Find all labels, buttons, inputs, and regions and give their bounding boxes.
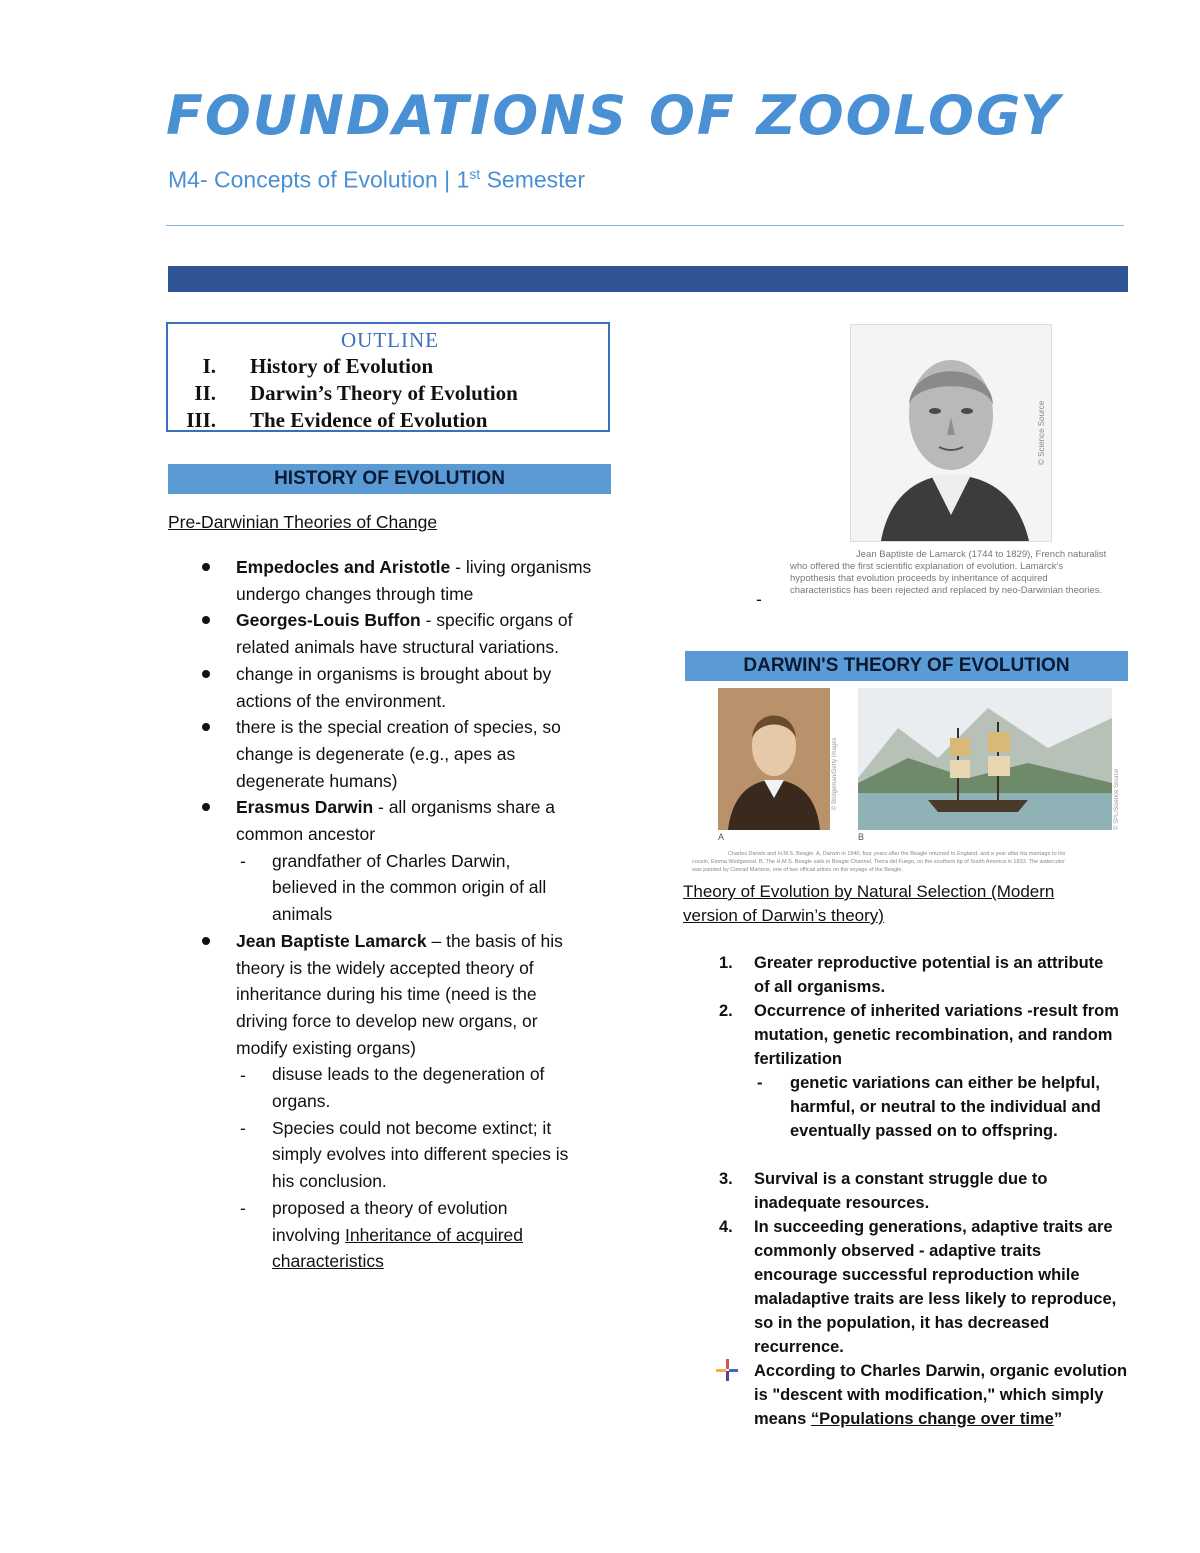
outline-item-number: III. bbox=[186, 408, 216, 432]
lamarck-caption bbox=[790, 549, 1110, 597]
sub-item-text: harmful, or neutral to the individual and bbox=[790, 1098, 1101, 1116]
bullet-text: degenerate humans) bbox=[236, 770, 398, 791]
bullet-text: theory is the widely accepted theory of bbox=[236, 957, 534, 978]
bullet-icon bbox=[202, 723, 210, 731]
sub-item: genetic variations can either be helpful, bbox=[790, 1074, 1100, 1092]
bullet-icon bbox=[202, 616, 210, 624]
outline-item-number: II. bbox=[194, 381, 216, 405]
outline-title: OUTLINE bbox=[341, 328, 439, 352]
sub-item-text: animals bbox=[272, 904, 333, 925]
bullet-text: actions of the environment. bbox=[236, 690, 447, 711]
darwin-credit-a: © Bridgeman/Getty Images bbox=[832, 737, 838, 810]
natural-selection-subheading bbox=[683, 880, 1054, 928]
list-item-text-plain: means bbox=[754, 1410, 811, 1428]
figure-label-b: B bbox=[858, 832, 865, 842]
list-number: 3. bbox=[719, 1170, 733, 1188]
outline-item-label: Darwin’s Theory of Evolution bbox=[250, 381, 518, 405]
bullet-text: – the basis of his bbox=[426, 930, 563, 951]
outline-item-number: I. bbox=[202, 354, 216, 378]
dash-icon: - bbox=[240, 851, 246, 871]
list-item-text: commonly observed - adaptive traits bbox=[754, 1242, 1042, 1260]
dash-icon: - bbox=[240, 1118, 246, 1138]
subheading-line: Theory of Evolution by Natural Selection (Modern bbox=[683, 882, 1055, 901]
bullet-text: inheritance during his time (need is the bbox=[236, 984, 537, 1005]
list-number: 1. bbox=[719, 954, 733, 972]
header-band bbox=[168, 266, 1128, 292]
list-item bbox=[236, 554, 626, 581]
acquired-characteristics-term: Inheritance of acquired bbox=[344, 1224, 524, 1245]
list-number: 2. bbox=[719, 1002, 733, 1020]
list-item-text: mutation, genetic recombination, and random bbox=[754, 1026, 1113, 1044]
subtitle-suffix: Semester bbox=[480, 166, 586, 193]
darwin-credit-b: © SPL/Science Source bbox=[1114, 768, 1120, 830]
pre-darwinian-subheading: Pre-Darwinian Theories of Change bbox=[168, 512, 438, 532]
bullet-icon bbox=[202, 670, 210, 678]
darwin-heading: DARWIN'S THEORY OF EVOLUTION bbox=[685, 651, 1128, 681]
list-item: Greater reproductive potential is an attribute bbox=[754, 954, 1104, 972]
lamarck-portrait bbox=[850, 324, 1052, 542]
sub-item-text: eventually passed on to offspring. bbox=[790, 1122, 1058, 1140]
list-item-text: encourage successful reproduction while bbox=[754, 1266, 1080, 1284]
stray-dash: - bbox=[756, 589, 762, 609]
lamarck-portrait-illustration bbox=[851, 325, 1051, 541]
lamarck-credit: © Science Source bbox=[1037, 400, 1046, 465]
subtitle-prefix: M4- Concepts of Evolution | 1 bbox=[168, 166, 470, 193]
list-item: Occurrence of inherited variations -result from bbox=[754, 1002, 1119, 1020]
four-color-arrow-icon bbox=[716, 1359, 738, 1381]
sub-item-text: simply evolves into different species is bbox=[272, 1144, 569, 1165]
figure-label-a: A bbox=[718, 832, 725, 842]
darwin-portrait-illustration bbox=[718, 688, 830, 830]
history-heading: HISTORY OF EVOLUTION bbox=[168, 464, 611, 494]
list-spacer bbox=[754, 1143, 1134, 1167]
bullet-text: undergo changes through time bbox=[236, 583, 474, 604]
dash-icon: - bbox=[240, 1065, 246, 1085]
caption-line: hypothesis that evolution proceeds by inheritance of acquired bbox=[790, 573, 1048, 584]
bullet-text: change is degenerate (e.g., apes as bbox=[236, 743, 516, 764]
natural-selection-list bbox=[754, 951, 1134, 1431]
outline-box bbox=[166, 322, 610, 432]
list-item: In succeeding generations, adaptive traits are bbox=[754, 1218, 1113, 1236]
person-name: Empedocles and Aristotle bbox=[236, 557, 451, 577]
bullet-text: - all organisms share a bbox=[373, 797, 556, 818]
bullet-text: modify existing organs) bbox=[236, 1037, 416, 1058]
caption-line: cousin, Emma Wedgwood. B, The H.M.S. Beagle sails in Beagle Channel, Tierra del Fuego, on the southern tip of South America in 1833. The watercolor bbox=[692, 859, 1065, 865]
caption-line: was painted by Conrad Martens, one of two official artists on the voyage of the Beagle. bbox=[692, 867, 903, 873]
list-item bbox=[236, 794, 626, 821]
beagle-painting bbox=[858, 688, 1112, 830]
populations-change-phrase: “Populations change over time bbox=[810, 1410, 1054, 1428]
list-item-text: so in the population, it has decreased bbox=[754, 1314, 1050, 1332]
list-item: there is the special creation of species, so bbox=[236, 717, 561, 738]
caption-line: who offered the first scientific explanation of evolution. Lamarck’s bbox=[790, 561, 1064, 572]
bullet-text: - specific organs of bbox=[420, 610, 573, 631]
sub-item: Species could not become extinct; it bbox=[272, 1117, 552, 1138]
list-item: change in organisms is brought about by bbox=[236, 663, 552, 684]
list-item-text: fertilization bbox=[754, 1050, 843, 1068]
caption-line: Jean Baptiste de Lamarck (1744 to 1829), French naturalist bbox=[856, 549, 1107, 560]
list-item-text: is "descent with modification," which simply bbox=[754, 1386, 1104, 1404]
list-item: Survival is a constant struggle due to bbox=[754, 1170, 1048, 1188]
person-name: Jean Baptiste Lamarck bbox=[236, 930, 427, 951]
sub-item: proposed a theory of evolution bbox=[272, 1197, 508, 1218]
list-item bbox=[236, 928, 626, 955]
sub-item-text: believed in the common origin of all bbox=[272, 877, 547, 898]
closing-quote: ” bbox=[1053, 1410, 1063, 1428]
document-title: FOUNDATIONS OF ZOOLOGY bbox=[166, 84, 1062, 147]
beagle-painting-illustration bbox=[858, 688, 1112, 830]
subtitle-superscript: st bbox=[469, 166, 481, 182]
sub-item-text: organs. bbox=[272, 1091, 331, 1112]
bullet-text: related animals have structural variations. bbox=[236, 637, 559, 658]
sub-item-text bbox=[236, 1222, 626, 1249]
list-item-text: of all organisms. bbox=[754, 978, 886, 996]
subheading-line: version of Darwin’s theory) bbox=[683, 906, 884, 925]
darwin-portrait bbox=[718, 688, 830, 830]
darwin-figure-caption bbox=[692, 850, 1122, 874]
list-item-text: inadequate resources. bbox=[754, 1194, 930, 1212]
bullet-icon bbox=[202, 563, 210, 571]
person-name: Erasmus Darwin bbox=[236, 797, 374, 818]
acquired-characteristics-term: characteristics bbox=[272, 1251, 384, 1272]
list-item: According to Charles Darwin, organic evolution bbox=[754, 1362, 1128, 1380]
header-divider bbox=[166, 225, 1124, 226]
bullet-icon bbox=[202, 803, 210, 811]
person-name: Georges-Louis Buffon bbox=[236, 610, 421, 631]
list-number: 4. bbox=[719, 1218, 733, 1236]
sub-item-text bbox=[236, 1248, 626, 1275]
document-subtitle bbox=[168, 166, 585, 194]
caption-line: Charles Darwin and H.M.S. Beagle. A, Darwin in 1840, four years after the Beagle returned to England, and a year after his marriage to his bbox=[728, 851, 1066, 857]
history-bullet-list bbox=[236, 554, 626, 1275]
list-item-text: recurrence. bbox=[754, 1338, 844, 1356]
dash-icon: - bbox=[240, 1198, 246, 1218]
outline-item-label: History of Evolution bbox=[250, 354, 434, 378]
list-item bbox=[236, 607, 626, 634]
caption-line: characteristics has been rejected and replaced by neo-Darwinian theories. bbox=[790, 585, 1103, 596]
sub-item-text: his conclusion. bbox=[272, 1171, 387, 1192]
bullet-text: - living organisms bbox=[450, 557, 592, 577]
dash-icon: - bbox=[757, 1074, 763, 1092]
bullet-text: driving force to develop new organs, or bbox=[236, 1010, 538, 1031]
list-item-text bbox=[754, 1407, 1134, 1431]
sub-item: grandfather of Charles Darwin, bbox=[272, 850, 511, 871]
sub-item: disuse leads to the degeneration of bbox=[272, 1064, 545, 1085]
list-item-text: maladaptive traits are less likely to reproduce, bbox=[754, 1290, 1117, 1308]
sub-item-text-plain: involving bbox=[272, 1224, 345, 1245]
bullet-icon bbox=[202, 937, 210, 945]
bullet-text: common ancestor bbox=[236, 824, 376, 845]
outline-item-label: The Evidence of Evolution bbox=[250, 408, 488, 432]
